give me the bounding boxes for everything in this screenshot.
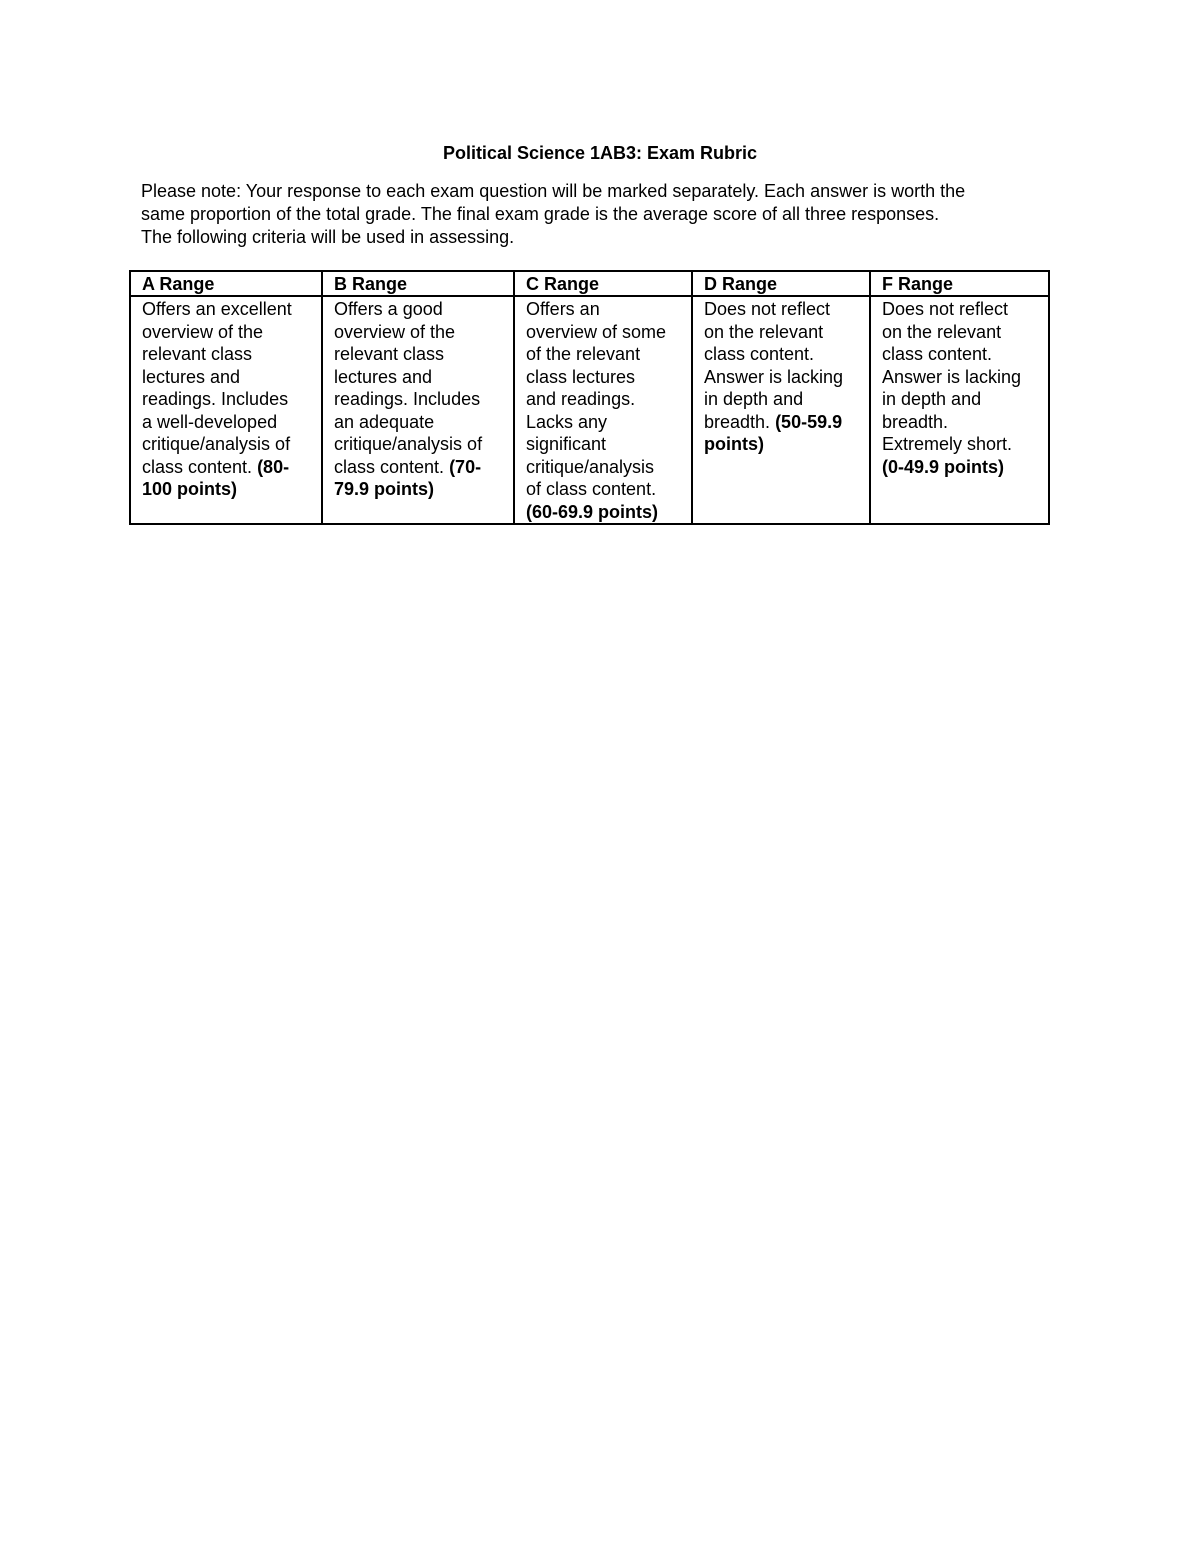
criteria-line: lectures and <box>142 366 241 387</box>
criteria-line <box>526 478 687 501</box>
criteria-line: Answer is lacking <box>704 366 844 387</box>
criteria-line: of the relevant <box>526 344 641 364</box>
criteria-line: Does not reflect <box>704 299 831 319</box>
criteria-line: readings. Includes <box>142 389 289 409</box>
criteria-line: Offers an excellent <box>142 299 292 319</box>
criteria-line: class lectures <box>526 366 636 387</box>
criteria-line: Offers a good <box>334 299 443 319</box>
criteria-line: on the relevant <box>882 321 1002 342</box>
cell-d-range <box>692 296 870 524</box>
criteria-line: critique/analysis <box>526 456 655 477</box>
intro-line: The following criteria will be used in assessing. <box>141 227 515 247</box>
rubric-criteria-row <box>130 296 1049 524</box>
criteria-line: overview of the <box>142 321 264 342</box>
criteria-line: significant <box>526 434 607 454</box>
criteria-line: in depth and <box>704 389 804 409</box>
criteria-line: critique/analysis of <box>142 434 291 454</box>
criteria-line: on the relevant <box>704 321 824 342</box>
criteria-line: a well-developed <box>142 411 278 432</box>
criteria-line: overview of some <box>526 321 667 342</box>
points-range: (50-59.9 <box>775 411 843 432</box>
points-range: 100 points) <box>142 479 238 499</box>
criteria-line: overview of the <box>334 321 456 342</box>
cell-b-range <box>322 296 514 524</box>
criteria-line: and readings. <box>526 389 636 409</box>
header-a-range: A Range <box>130 271 322 296</box>
criteria-line <box>142 456 317 479</box>
criteria-text: Extremely short. <box>882 434 1013 454</box>
criteria-line: class content. <box>882 344 993 364</box>
criteria-line <box>704 411 865 434</box>
points-range: (0-49.9 points) <box>882 456 1005 477</box>
criteria-line: relevant class <box>142 344 253 364</box>
criteria-line: critique/analysis of <box>334 434 483 454</box>
intro-paragraph <box>141 180 1061 249</box>
header-f-range: F Range <box>870 271 1049 296</box>
criteria-line <box>334 456 509 479</box>
points-range: (60-69.9 points) <box>526 501 659 522</box>
criteria-line: in depth and <box>882 389 982 409</box>
cell-c-range <box>514 296 692 524</box>
header-b-range: B Range <box>322 271 514 296</box>
cell-a-range <box>130 296 322 524</box>
criteria-line: Lacks any <box>526 411 608 432</box>
criteria-line: an adequate <box>334 411 435 432</box>
criteria-line: lectures and <box>334 366 433 387</box>
criteria-line: Answer is lacking <box>882 366 1022 387</box>
criteria-text: breadth. <box>704 411 776 432</box>
intro-line: Please note: Your response to each exam question will be marked separately. Each answer is worth the <box>141 181 966 201</box>
points-range: (80- <box>257 456 290 477</box>
header-d-range: D Range <box>692 271 870 296</box>
criteria-line: relevant class <box>334 344 445 364</box>
points-range: points) <box>704 434 764 454</box>
criteria-line <box>882 433 1044 456</box>
page-title: Political Science 1AB3: Exam Rubric <box>442 143 758 163</box>
header-c-range: C Range <box>514 271 692 296</box>
cell-f-range <box>870 296 1049 524</box>
criteria-text: of class content. <box>526 479 657 499</box>
criteria-text: class content. <box>142 456 258 477</box>
criteria-line: Does not reflect <box>882 299 1009 319</box>
points-range: (70- <box>449 456 482 477</box>
criteria-line: Offers an <box>526 299 600 319</box>
rubric-table <box>129 270 1050 525</box>
rubric-header-row <box>130 271 1049 296</box>
points-range: 79.9 points) <box>334 479 435 499</box>
criteria-line: readings. Includes <box>334 389 481 409</box>
criteria-line: breadth. <box>882 411 949 432</box>
intro-line: same proportion of the total grade. The final exam grade is the average score of all three responses. <box>141 204 940 224</box>
criteria-line: class content. <box>704 344 815 364</box>
criteria-text: class content. <box>334 456 450 477</box>
